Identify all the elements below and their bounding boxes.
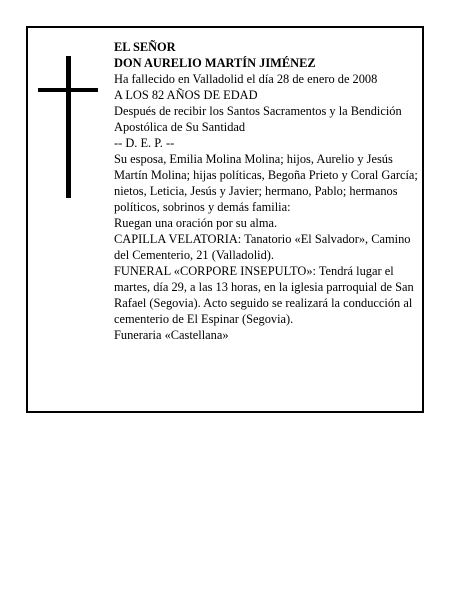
obituary-notice (26, 26, 424, 413)
obituary-text (114, 39, 426, 343)
age-line: A LOS 82 AÑOS DE EDAD (114, 88, 258, 102)
title-line-1: EL SEÑOR (114, 40, 176, 54)
death-info: Ha fallecido en Valladolid el día 28 de enero de 2008 (114, 72, 378, 86)
funeral-paragraph: FUNERAL «CORPORE INSEPULTO»: Tendrá lugar el martes, día 29, a las 13 horas, en la iglesia parroquial de San Rafael (Segovia). Acto seguido se realizará la conducción al cementerio de El Espinar (Segovia). (114, 264, 414, 326)
family-paragraph: Su esposa, Emilia Molina Molina; hijos, Aurelio y Jesús Martín Molina; hijas políticas, Begoña Prieto y Coral García; nietos, Leticia, Jesús y Javier; hermano, Pablo; hermanos políticos, sobrinos y demás familia: (114, 152, 418, 214)
cross-icon (38, 56, 98, 198)
deceased-name: DON AURELIO MARTÍN JIMÉNEZ (114, 56, 316, 70)
dep-line: -- D. E. P. -- (114, 136, 175, 150)
cross-horizontal-bar (38, 88, 98, 92)
funeral-home-line: Funeraria «Castellana» (114, 328, 229, 342)
cross-vertical-bar (66, 56, 71, 198)
sacraments-line: Después de recibir los Santos Sacramentos y la Bendición Apostólica de Su Santidad (114, 104, 402, 134)
prayer-line: Ruegan una oración por su alma. (114, 216, 278, 230)
chapel-paragraph: CAPILLA VELATORIA: Tanatorio «El Salvador», Camino del Cementerio, 21 (Valladolid). (114, 232, 411, 262)
